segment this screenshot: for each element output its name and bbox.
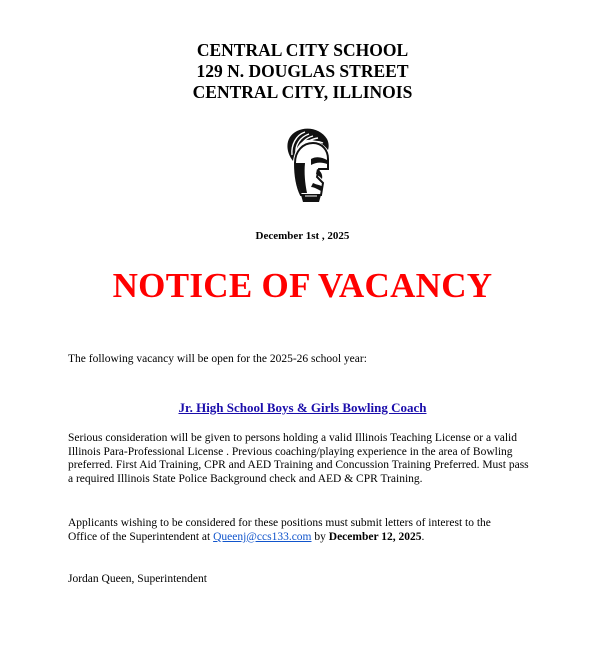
school-header [0, 40, 605, 103]
superintendent-signature: Jordan Queen, Superintendent [68, 573, 207, 585]
application-instructions [68, 517, 548, 544]
details-line: Illinois Para-Professional License . Previous coaching/playing experience in the area of Bowling [68, 445, 513, 458]
details-line: preferred. First Aid Training, CPR and AED Training and Concussion Training Preferred. Must pass [68, 459, 529, 472]
application-prefix: Office of the Superintendent at [68, 530, 214, 543]
application-line-1: Applicants wishing to be considered for these positions must submit letters of interest to the [68, 517, 491, 529]
position-details [68, 432, 548, 487]
application-by: by [311, 530, 329, 543]
application-end: . [421, 530, 425, 543]
email-link[interactable]: Queenj@ccs133.com [213, 530, 312, 543]
position-title-link[interactable]: Jr. High School Boys & Girls Bowling Coach [178, 400, 427, 415]
application-deadline: December 12, 2025 [328, 530, 422, 543]
school-name: CENTRAL CITY SCHOOL [196, 40, 409, 60]
application-line-2 [68, 531, 548, 545]
details-line: a required Illinois State Police Background check and AED & CPR Training. [68, 473, 423, 486]
school-city: CENTRAL CITY, ILLINOIS [192, 82, 413, 102]
intro-text: The following vacancy will be open for the 2025-26 school year: [68, 353, 367, 365]
notice-title: NOTICE OF VACANCY [112, 266, 493, 305]
spartan-helmet-icon [271, 125, 337, 203]
school-street: 129 N. DOUGLAS STREET [196, 61, 409, 81]
notice-date: December 1st , 2025 [255, 230, 350, 242]
details-line: Serious consideration will be given to persons holding a valid Illinois Teaching License or a valid [68, 432, 517, 444]
